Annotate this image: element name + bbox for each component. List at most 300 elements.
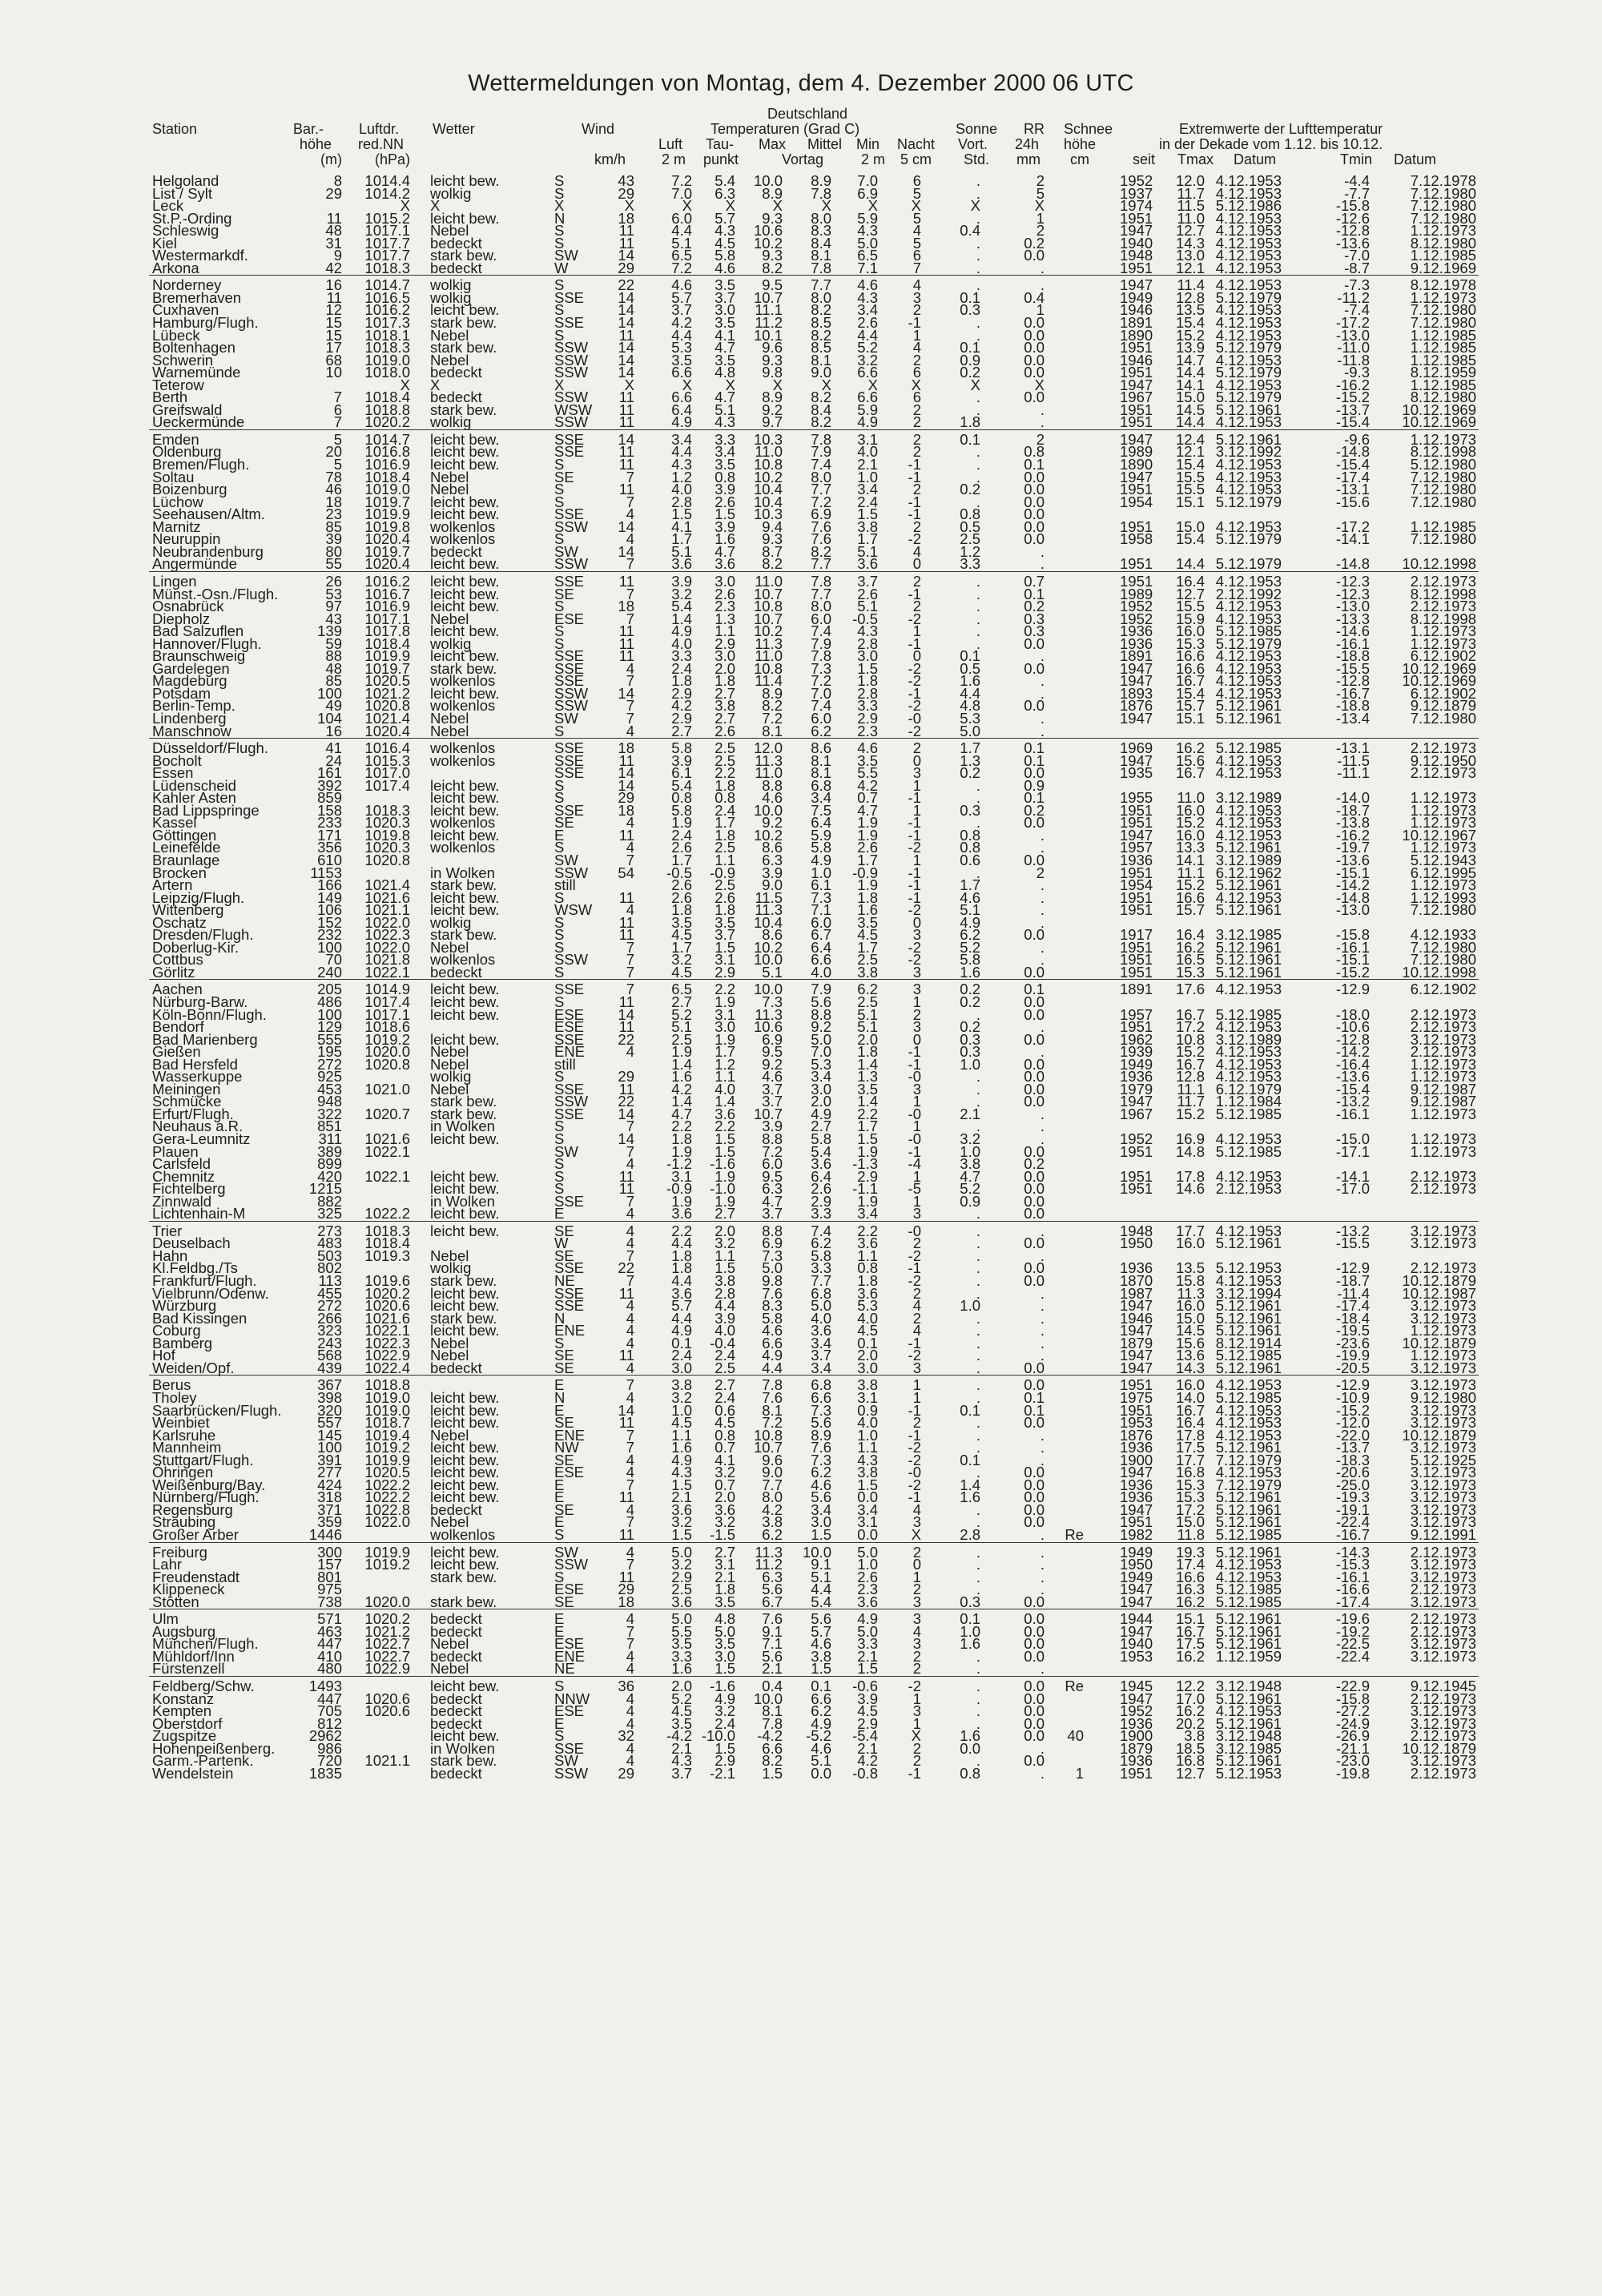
cell-nacht: -1 [908, 888, 921, 906]
cell-mittel: 10.0 [802, 1543, 831, 1561]
cell-station: Bamberg [152, 1334, 213, 1351]
cell-seit: 1947 [1120, 1500, 1153, 1518]
cell-mittel: 7.9 [811, 981, 831, 998]
cell-mittel: 8.5 [811, 314, 831, 332]
cell-tmax-date: 4.12.1953 [1215, 1222, 1282, 1239]
cell-bar-hoehe: 720 [317, 1752, 342, 1770]
cell-wind-dir: SSE [554, 647, 585, 665]
cell-rr: . [1040, 1018, 1045, 1036]
cell-min: -0.6 [852, 1677, 878, 1694]
cell-nacht: -1 [908, 314, 921, 332]
cell-sonne: . [976, 1414, 980, 1432]
cell-wind-dir: SE [554, 1593, 574, 1610]
cell-tmin-date: 7.12.1978 [1410, 172, 1476, 189]
col-wind: Wind [582, 121, 615, 137]
cell-bar-hoehe: 483 [317, 1235, 342, 1252]
cell-taupunkt: 2.6 [714, 722, 735, 739]
cell-tmin: -19.8 [1335, 1764, 1370, 1782]
cell-tmax: 15.4 [1175, 314, 1205, 332]
cell-taupunkt: 0.7 [714, 1439, 735, 1456]
cell-wetter: Nebel [430, 1080, 469, 1098]
cell-sonne: 4.7 [960, 1167, 980, 1185]
cell-bar-hoehe: 1835 [308, 1764, 342, 1782]
cell-rr: . [1040, 259, 1045, 276]
cell-tmin-date: 1.12.1973 [1410, 1105, 1476, 1122]
cell-mittel: 7.1 [811, 901, 831, 919]
cell-nacht: 2 [912, 1543, 921, 1561]
cell-rr: . [1040, 1568, 1045, 1585]
cell-nacht: -1 [908, 1488, 921, 1506]
cell-tmin: -13.6 [1335, 1068, 1370, 1086]
cell-tmax: 16.2 [1175, 1647, 1205, 1665]
cell-max: 10.4 [753, 913, 783, 931]
col-wetter: Wetter [433, 121, 475, 137]
cell-wetter: leicht bew. [430, 1414, 500, 1432]
cell-wind-dir: SW [554, 851, 578, 868]
cell-luft: 4.4 [671, 1272, 692, 1290]
cell-wetter: wolkenlos [430, 951, 496, 969]
col-bar-3: (m) [320, 151, 342, 167]
cell-min: 3.5 [857, 751, 878, 769]
cell-rr: 0.0 [1024, 1030, 1045, 1048]
cell-tmax: 15.7 [1175, 697, 1205, 715]
cell-seit: 1936 [1120, 1476, 1153, 1493]
cell-wind-kmh: 11 [618, 389, 634, 406]
cell-nacht: 2 [912, 301, 921, 319]
cell-tmax: 15.0 [1175, 1513, 1205, 1531]
cell-luftdruck: 1014.4 [364, 172, 410, 189]
cell-rr: 0.0 [1024, 481, 1045, 498]
cell-mittel: 5.6 [811, 993, 831, 1010]
cell-tmin-date: 2.12.1973 [1410, 739, 1476, 757]
cell-wind-dir: E [554, 1714, 565, 1732]
cell-luft: 2.6 [671, 888, 692, 906]
col-datum-1: Datum [1234, 151, 1277, 167]
cell-wind-kmh: 7 [626, 697, 634, 715]
cell-max: 9.4 [762, 518, 783, 535]
cell-taupunkt: 3.6 [714, 555, 735, 573]
cell-station: Oldenburg [152, 443, 222, 461]
cell-wetter: stark bew. [430, 659, 497, 677]
cell-min: 1.3 [857, 1068, 878, 1086]
cell-min: 3.7 [857, 572, 878, 590]
cell-seit: 1935 [1120, 764, 1153, 782]
cell-rr: . [1040, 1525, 1045, 1543]
cell-seit: 1952 [1120, 1702, 1153, 1720]
cell-taupunkt: 4.9 [714, 1690, 735, 1707]
cell-min: 7.1 [857, 259, 878, 276]
cell-min: 3.2 [857, 351, 878, 369]
cell-min: 1.0 [857, 468, 878, 485]
cell-max: 9.0 [762, 1464, 783, 1481]
cell-sonne: . [976, 1581, 980, 1598]
cell-station: Zinnwald [152, 1192, 212, 1210]
cell-luft: 3.9 [671, 751, 692, 769]
cell-wind-dir: SSW [554, 351, 589, 369]
cell-wetter: Nebel [430, 938, 469, 956]
cell-taupunkt: 3.1 [714, 1005, 735, 1023]
cell-rr: 2 [1036, 430, 1045, 448]
cell-sonne: 0.1 [960, 1401, 980, 1419]
cell-wind-dir: SSE [554, 981, 585, 998]
cell-min: X [867, 197, 878, 215]
cell-luft: 3.2 [671, 1388, 692, 1406]
cell-wind-kmh: 11 [618, 326, 634, 344]
cell-tmin-date: 2.12.1973 [1410, 1259, 1476, 1277]
cell-taupunkt: 2.5 [714, 839, 735, 856]
cell-tmax-date: 5.12.1961 [1215, 1513, 1282, 1531]
cell-mittel: 4.9 [811, 1714, 831, 1732]
cell-wind-dir: ESE [554, 610, 585, 627]
cell-tmin: -13.3 [1335, 610, 1370, 627]
cell-rr: . [1040, 647, 1045, 665]
cell-max: X [772, 376, 783, 393]
cell-tmax: 14.4 [1175, 364, 1205, 381]
cell-rr: 0.0 [1024, 1259, 1045, 1277]
cell-mittel: 0.0 [811, 1764, 831, 1782]
cell-tmax: 17.6 [1175, 981, 1205, 998]
cell-wetter: Nebel [430, 1043, 469, 1061]
cell-wind-kmh: 32 [618, 1727, 634, 1745]
cell-wetter: X [430, 197, 441, 215]
cell-max: 10.3 [753, 506, 783, 523]
cell-min: 3.1 [857, 1513, 878, 1531]
cell-wind-kmh: 14 [618, 1005, 634, 1023]
cell-tmax: 16.6 [1175, 888, 1205, 906]
cell-luft: 5.5 [671, 1622, 692, 1640]
cell-rr: 0.0 [1024, 1180, 1045, 1198]
cell-tmax-date: 5.12.1961 [1215, 1488, 1282, 1506]
cell-station: Deuselbach [152, 1235, 231, 1252]
cell-wetter: leicht bew. [430, 647, 500, 665]
cell-taupunkt: 2.4 [714, 1347, 735, 1364]
cell-tmax: 13.0 [1175, 247, 1205, 264]
cell-seit: 1957 [1120, 1005, 1153, 1023]
cell-mittel: 8.0 [811, 209, 831, 227]
cell-wetter: wolkenlos [430, 839, 496, 856]
col-seit: seit [1133, 151, 1156, 167]
cell-tmax: 19.3 [1175, 1543, 1205, 1561]
cell-tmax-date: 4.12.1953 [1215, 468, 1282, 485]
cell-tmin: -15.8 [1335, 926, 1370, 944]
cell-rr: 0.0 [1024, 1690, 1045, 1707]
cell-wind-dir: SE [554, 1247, 574, 1264]
cell-rr: 0.0 [1024, 339, 1045, 356]
cell-taupunkt: 2.6 [714, 585, 735, 602]
cell-wind-kmh: 18 [618, 739, 634, 757]
cell-luftdruck: 1014.9 [364, 981, 410, 998]
cell-luft: 3.2 [671, 1556, 692, 1573]
cell-wind-kmh: 4 [626, 722, 634, 739]
cell-station: Gera-Leumnitz [152, 1130, 251, 1148]
cell-luftdruck: 1020.8 [364, 697, 410, 715]
cell-bar-hoehe: 41 [325, 739, 342, 757]
cell-wind-dir: S [554, 1155, 565, 1173]
cell-sonne: 0.5 [960, 518, 980, 535]
cell-wind-kmh: 18 [618, 598, 634, 615]
cell-bar-hoehe: 113 [318, 1272, 342, 1290]
cell-min: 6.5 [857, 247, 878, 264]
cell-tmin-date: 6.12.1902 [1410, 647, 1476, 665]
cell-luft: 4.5 [671, 1414, 692, 1432]
cell-tmax: 15.8 [1175, 1272, 1205, 1290]
cell-seit: 1952 [1120, 172, 1153, 189]
cell-luft: -0.9 [666, 1180, 692, 1198]
cell-tmin-date: 5.12.1925 [1410, 1451, 1476, 1468]
cell-luft: -1.2 [666, 1155, 692, 1173]
cell-tmin: -12.3 [1335, 572, 1370, 590]
cell-min: 5.0 [857, 234, 878, 252]
cell-sonne: 0.2 [960, 981, 980, 998]
cell-seit: 1947 [1120, 1297, 1153, 1315]
cell-wetter: Nebel [430, 1426, 469, 1444]
cell-tmin: -14.2 [1335, 876, 1370, 894]
cell-nacht: -1 [908, 1142, 921, 1160]
cell-luftdruck: 1020.5 [364, 672, 410, 690]
cell-taupunkt: 1.5 [714, 1259, 735, 1277]
cell-luft: 7.2 [671, 259, 692, 276]
cell-nacht: 3 [912, 1610, 921, 1628]
cell-sonne: . [976, 1272, 980, 1290]
cell-wind-kmh: 54 [618, 864, 634, 881]
cell-rr: 0.2 [1024, 234, 1045, 252]
cell-wetter: leicht bew. [430, 1222, 500, 1239]
cell-tmin: -15.0 [1335, 1130, 1370, 1148]
cell-min: 2.4 [857, 493, 878, 510]
cell-seit: 1955 [1120, 789, 1153, 807]
cell-station: Westermarkdf. [152, 247, 248, 264]
cell-bar-hoehe: 243 [317, 1334, 342, 1351]
cell-wetter: wolkenlos [430, 814, 496, 832]
cell-luftdruck: 1022.1 [364, 1322, 410, 1339]
cell-luft: 7.0 [671, 184, 692, 202]
cell-max: 7.1 [762, 1635, 783, 1653]
cell-bar-hoehe: 39 [325, 530, 342, 548]
cell-min: 2.8 [857, 684, 878, 702]
cell-min: 4.9 [857, 1610, 878, 1628]
cell-station: Feldberg/Schw. [152, 1677, 255, 1694]
cell-tmin-date: 1.12.1973 [1410, 634, 1476, 652]
cell-wind-dir: S [554, 789, 565, 807]
cell-wind-dir: SW [554, 709, 578, 727]
cell-tmax: 11.5 [1177, 197, 1205, 215]
cell-station: Cottbus [152, 951, 203, 969]
cell-max: 7.6 [762, 1284, 783, 1302]
cell-wetter: bedeckt [430, 1690, 482, 1707]
cell-tmin-date: 1.12.1973 [1410, 622, 1476, 640]
cell-tmin-date: 1.12.1973 [1410, 814, 1476, 832]
cell-mittel: 5.6 [811, 1610, 831, 1628]
cell-nacht: 2 [912, 430, 921, 448]
cell-bar-hoehe: 851 [317, 1118, 342, 1135]
cell-rr: . [1040, 888, 1045, 906]
cell-luftdruck: 1022.4 [364, 1359, 410, 1376]
cell-luft: 5.7 [671, 1297, 692, 1315]
cell-station: Münst.-Osn./Flugh. [152, 585, 279, 602]
cell-luft: 6.4 [671, 401, 692, 418]
cell-wind-dir: SSE [554, 672, 585, 690]
cell-seit: 1944 [1120, 1610, 1153, 1628]
cell-mittel: 7.3 [811, 888, 831, 906]
cell-station: Hof [152, 1347, 175, 1364]
cell-seit: 1974 [1120, 197, 1153, 215]
cell-min: 3.0 [857, 1359, 878, 1376]
cell-luft: 1.2 [671, 468, 692, 485]
cell-bar-hoehe: 157 [317, 1556, 342, 1573]
cell-wind-dir: SSW [554, 951, 589, 969]
cell-station: Cuxhaven [152, 301, 219, 319]
cell-wetter: Nebel [430, 326, 469, 344]
cell-max: 6.7 [762, 1593, 783, 1610]
cell-sonne: . [976, 585, 980, 602]
cell-sonne: . [976, 1205, 980, 1223]
cell-sonne: . [976, 776, 980, 794]
cell-station: Manschnow [152, 722, 231, 739]
cell-tmin-date: 10.12.1998 [1402, 555, 1476, 573]
cell-min: -0.9 [852, 864, 878, 881]
cell-wetter: leicht bew. [430, 1401, 500, 1419]
cell-station: Berth [152, 389, 188, 406]
cell-rr: . [1040, 1118, 1045, 1135]
cell-sonne: 1.0 [960, 1622, 980, 1640]
cell-nacht: -4 [908, 1155, 921, 1173]
cell-tmin-date: 4.12.1933 [1410, 926, 1476, 944]
cell-min: 2.6 [857, 585, 878, 602]
cell-wetter: leicht bew. [430, 443, 500, 461]
cell-tmin: -12.8 [1335, 222, 1370, 240]
cell-wetter: in Wolken [430, 1192, 495, 1210]
cell-seit: 1950 [1120, 1235, 1153, 1252]
cell-max: 11.0 [755, 764, 783, 782]
cell-max: 10.8 [753, 456, 783, 473]
cell-seit: 1949 [1120, 1568, 1153, 1585]
cell-min: 1.0 [857, 1556, 878, 1573]
cell-tmax: 15.2 [1175, 1043, 1205, 1061]
cell-nacht: 1 [912, 1376, 921, 1394]
cell-wind-dir: S [554, 839, 565, 856]
cell-tmin: -16.1 [1335, 634, 1370, 652]
cell-tmin-date: 3.12.1973 [1410, 1556, 1476, 1573]
cell-tmax-date: 1.12.1959 [1215, 1647, 1282, 1665]
cell-seit: 1962 [1120, 1030, 1153, 1048]
cell-nacht: 2 [912, 1309, 921, 1327]
cell-wind-kmh: 4 [626, 1205, 634, 1223]
col-nacht: Nacht [897, 136, 936, 152]
cell-tmax: 14.8 [1175, 1142, 1205, 1160]
station-row [0, 1142, 1602, 1160]
cell-tmin: -14.8 [1335, 555, 1370, 573]
cell-wind-dir: WSW [554, 401, 593, 418]
cell-wetter: stark bew. [430, 1752, 497, 1770]
cell-mittel: 3.8 [811, 1647, 831, 1665]
cell-min: X [867, 376, 878, 393]
col-extremwerte: Extremwerte der Lufttemperatur [1179, 121, 1383, 137]
cell-wind-kmh: 4 [626, 530, 634, 548]
cell-seit: 1947 [1120, 1359, 1153, 1376]
cell-max: 3.7 [762, 1093, 783, 1110]
cell-wetter: wolkenlos [430, 518, 496, 535]
cell-luft: 6.0 [671, 209, 692, 227]
cell-luftdruck: 1017.1 [364, 222, 410, 240]
cell-tmax-date: 4.12.1953 [1215, 1055, 1282, 1073]
cell-luft: 2.5 [671, 1581, 692, 1598]
cell-wetter: bedeckt [430, 234, 482, 252]
cell-wind-kmh: 11 [618, 622, 634, 640]
cell-max: 10.7 [753, 610, 783, 627]
cell-wind-kmh: 11 [618, 413, 634, 431]
cell-nacht: -2 [908, 1347, 921, 1364]
cell-station: Artern [152, 876, 193, 894]
cell-sonne: X [970, 376, 980, 393]
cell-tmax: 16.8 [1175, 1752, 1205, 1770]
cell-wetter: stark bew. [430, 926, 497, 944]
cell-luftdruck: 1017.3 [364, 314, 410, 332]
cell-mittel: 7.6 [811, 530, 831, 548]
cell-wind-dir: S [554, 222, 565, 240]
cell-tmin-date: 2.12.1973 [1410, 1764, 1476, 1782]
cell-wind-kmh: 11 [618, 481, 634, 498]
cell-nacht: 1 [912, 851, 921, 868]
cell-station: Chemnitz [152, 1167, 215, 1185]
cell-mittel: 6.4 [811, 814, 831, 832]
cell-wetter: wolkig [430, 913, 472, 931]
cell-seit: 1951 [1120, 963, 1153, 981]
cell-taupunkt: 3.5 [714, 1593, 735, 1610]
cell-wind-kmh: 4 [626, 1739, 634, 1757]
cell-tmax-date: 3.12.1985 [1215, 1739, 1282, 1757]
cell-seit: 1951 [1120, 1167, 1153, 1185]
cell-luftdruck: 1020.4 [364, 555, 410, 573]
cell-station: Bad Hersfeld [152, 1055, 238, 1073]
cell-tmax-date: 7.12.1979 [1215, 1476, 1282, 1493]
cell-nacht: -2 [908, 697, 921, 715]
cell-station: Wendelstein [152, 1764, 234, 1782]
cell-taupunkt: 1.3 [714, 610, 735, 627]
cell-tmin-date: 1.12.1985 [1410, 247, 1476, 264]
cell-taupunkt: 4.7 [714, 339, 735, 356]
cell-tmax-date: 5.12.1985 [1215, 622, 1282, 640]
cell-wind-dir: SE [554, 1451, 574, 1468]
cell-wind-dir: N [554, 1388, 566, 1406]
cell-wetter: leicht bew. [430, 1464, 500, 1481]
cell-wetter: leicht bew. [430, 901, 500, 919]
cell-taupunkt: 4.5 [714, 234, 735, 252]
cell-tmax: 13.6 [1175, 1347, 1205, 1364]
cell-luftdruck: 1018.3 [364, 801, 410, 819]
cell-wind-dir: SSW [554, 364, 589, 381]
cell-luft: 3.8 [671, 1376, 692, 1394]
cell-bar-hoehe: 16 [325, 722, 342, 739]
cell-nacht: 1 [912, 993, 921, 1010]
cell-wetter: wolkig [430, 634, 472, 652]
col-bar: Bar.- [293, 121, 324, 137]
cell-sonne: . [976, 1005, 980, 1023]
cell-taupunkt: 1.5 [714, 1660, 735, 1678]
cell-wind-kmh: 14 [618, 430, 634, 448]
cell-seit: 1951 [1120, 901, 1153, 919]
cell-sonne: . [976, 184, 980, 202]
cell-bar-hoehe: 371 [317, 1500, 342, 1518]
cell-wind-kmh: 11 [618, 993, 634, 1010]
cell-tmin-date: 3.12.1973 [1410, 1476, 1476, 1493]
cell-nacht: 2 [912, 572, 921, 590]
cell-min: 4.0 [857, 1309, 878, 1327]
cell-taupunkt: 1.4 [714, 1093, 735, 1110]
station-row [0, 1237, 1602, 1250]
cell-seit: 1917 [1120, 926, 1153, 944]
cell-luftdruck: 1021.0 [364, 1080, 410, 1098]
cell-bar-hoehe: 356 [317, 839, 342, 856]
